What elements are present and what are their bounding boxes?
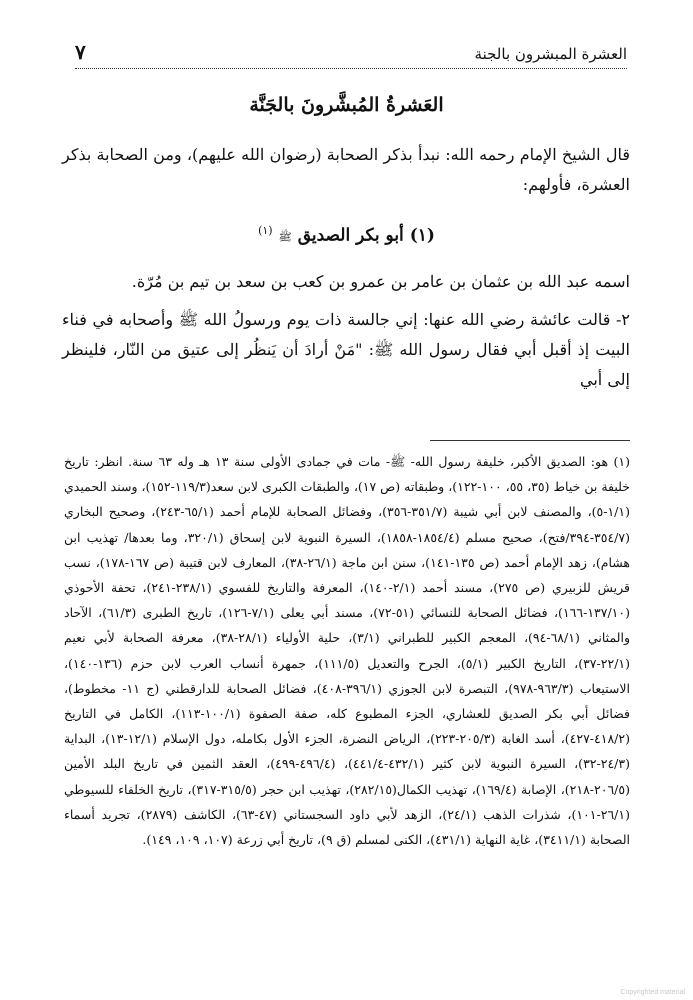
honorific-glyph: ﷺ	[278, 230, 292, 244]
hadith-paragraph: ٢- قالت عائشة رضي الله عنها: إني جالسة ذات يوم ورسولُ الله ﷺ وأصحابه في فناء البيت إذ أقبل أبي فقال رسول الله ﷺ: "مَنْ أرادَ أن يَنظُر إلى عتيق من النّار، فلينظر إلى أبي	[62, 310, 630, 389]
running-header	[75, 40, 627, 69]
running-title: العشرة المبشرون بالجنة	[474, 45, 627, 63]
section-heading-text: (١) أبو بكر الصديق	[297, 225, 435, 246]
footnote-text: (١) هو: الصديق الأكبر، خليفة رسول الله- ﷺ- مات في جمادى الأولى سنة ١٣ هـ وله ٦٣ سنة. انظر: تاريخ خليفة بن خياط (٣٥، ٥٥، ١٠٠-١٢٢)، وطبقاته (ص ١٧)، والطبقات الكبرى لابن سعد(١١٩/٣-١٥٢)، وسند الحميدي (١/١-٥)، والمصنف لابن أبي شيبة (٣٥١/٧-٣٥٦)، وفضائل الصحابة للإمام أحمد (٦٥/١-٢٤٣)، وصحيح البخاري (٣٥٤/٧-٣٩٤/فتح)، صحيح مسلم (١٨٥٤/٤-١٨٥٨)، السيرة النبوية لابن إسحاق (٣٢٠/١، وما بعدها/ تهذيب ابن هشام)، زهد الإمام أحمد (ص ١٣٥-١٤١)، سنن ابن ماجة (٢٦/١-٣٨)، المعارف لابن قتيبة (ص ١٦٧-١٧٨)، نسب قريش للزبيري (ص ٢٧٥)، مسند أحمد (٢/١-١٤٠)، المعرفة والتاريخ للفسوي (٢٣٨/١-٢٤١)، تحفة الأحوذي (١٣٧/١٠-١٦٦)، فضائل الصحابة للنسائي (٥١-٧٢)، مسند أبي يعلى (٧/١-١٢٦)، تاريخ الطبرى (٦١/٣)، الآحاد والمثاني (٦٨/١-٩٤)، المعجم الكبير للطبراني (٣/١)، حلية الأولياء (٢٨/١-٣٨)، معرفة الصحابة لأبي نعيم (٢٢/١-٣٧)، التاريخ الكبير (٥/١)، الجرح والتعديل (١١١/٥)، جمهرة أنساب العرب لابن حزم (١٣٦-١٤٠)، الاستيعاب (٩٦٣/٣-٩٧٨)، التبصرة لابن الجوزي (٣٩٦/١-٤٠٨)، فضائل الصحابة للدارقطني (ج ١١- مخطوط)، فضائل أبي بكر الصديق للعشاري، الجزء المطبوع كله، صفة الصفوة (١٠٠/١-١١٣)، الكامل في التاريخ (٤١٨/٢-٤٢٧)، أسد الغابة (٢٠٥/٣-٢٢٣)، الرياض النضرة، الجزء الأول بكامله، دول الإسلام (١٢/١-١٣)، البداية (٢٤/٣-٣٢)، السيرة النبوية لابن كثير (٤٣٢/١-٤٤١/٤)، (٤٩٦/٤-٤٩٩)، العقد الثمين في تاريخ البلد الأمين (٢٠٦/٥-٢١٨)، الإصابة (١٦٩/٤)، تهذيب الكمال(٢٨٢/١٥)، تهذيب ابن حجر (٣١٥/٥-٣١٧)، تاريخ الخلفاء للسيوطي (٢٦/١-١٠١)، شذرات الذهب (٢٤/١)، الزهد لأبي داود السجستاني (٤٧-٦٣)، الكاشف (٢٨٧٩)، تجريد أسماء الصحابة (٣٤١١/١)، غاية النهاية (٤٣١/١)، الكنى لمسلم (ق ٩)، تاريخ أبي زرعة (١٠٧، ١٠٩، ١٤٩).	[64, 454, 631, 848]
footnote-divider	[430, 440, 630, 441]
page-number: ٧	[75, 40, 86, 64]
name-paragraph: اسمه عبد الله بن عثمان بن عامر بن عمرو بن كعب بن سعد بن تيم بن مُرّة.	[131, 272, 630, 291]
section-heading	[66, 224, 627, 247]
chapter-title: العَشرةُ المُبشَّرونَ بالجَنَّة	[249, 94, 444, 116]
watermark-text: Copyrighted material	[620, 989, 685, 996]
intro-paragraph: قال الشيخ الإمام رحمه الله: نبدأ بذكر الصحابة (رضوان الله عليهم)، ومن الصحابة بذكر العشرة، فأولهم:	[62, 145, 630, 194]
footnote-reference[interactable]: (١)	[258, 224, 273, 237]
